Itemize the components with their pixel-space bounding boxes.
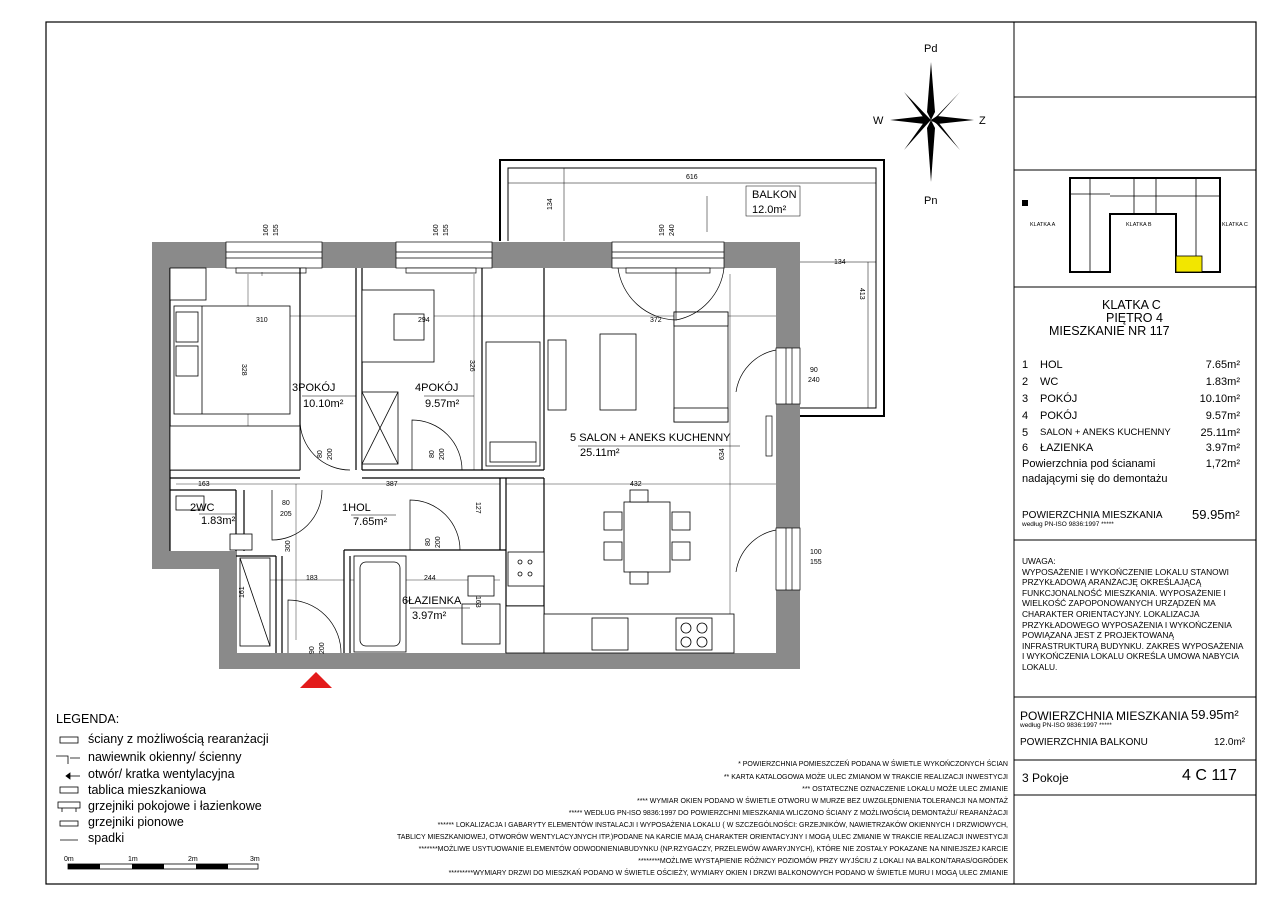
svg-text:190: 190 (659, 224, 666, 236)
svg-text:KLATKA C: KLATKA C (1222, 222, 1248, 228)
svg-text:372: 372 (650, 317, 662, 324)
key-plan (1022, 178, 1248, 272)
svg-text:155: 155 (443, 224, 450, 236)
footnote: *** OSTATECZNE OZNACZENIE LOKALU MOŻE ULEC ZMIANIE (802, 786, 1008, 793)
room-5-area: 25.11m² (580, 447, 620, 459)
balcony-name: BALKON (752, 189, 797, 201)
room-5-label: 5 SALON + ANEKS KUCHENNY (570, 432, 731, 444)
entrance-marker-icon (300, 672, 332, 688)
svg-text:KLATKA B: KLATKA B (1126, 222, 1152, 228)
room-4-label: 4POKÓJ (415, 382, 459, 394)
uwaga-notes: UWAGA: WYPOSAŻENIE I WYKOŃCZENIE LOKALU STANOWI PRZYKŁADOWĄ ARANŻACJĘ OKREŚLAJĄCĄ FUNKCJONALNOŚĆ MIESZKANIA. WYPOSAŻENIE I WIELKOŚĆ ZAPOPONOWANYCH URZĄDZEŃ MA CHARAKTER ORIENTACYJNY. LOKALIZACJA PRZYKŁADOWEGO WYPOSAŻENIA I WYKOŃCZENIA POWIĄZANA JEST Z PROJEKTOWANĄ INFRASTRUKTURĄ BUDYNKU. ZAKRES WYPOSAŻENIA I WYKOŃCZENIA LOKALU OKREŚLA UMOWA NABYCIA LOKALU. (1022, 556, 1244, 672)
room-2-area: 1.83m² (201, 515, 236, 527)
legend-title: LEGENDA: (56, 712, 120, 726)
footnote: ********MOŻLIWE WYSTĄPIENIE RÓŻNICY POZIOMÓW PRZY WYJŚCIU Z LOKALI NA BALKON/TARAS/OGRÓDEK (638, 858, 1008, 865)
compass-w: W (873, 115, 884, 127)
summary-balcony-value: 12.0m² (1214, 737, 1246, 748)
room-1-label: 1HOL (342, 502, 371, 514)
svg-text:616: 616 (686, 174, 698, 181)
total-area-value: 59.95m² (1192, 507, 1240, 522)
svg-text:160: 160 (263, 224, 270, 236)
svg-text:387: 387 (386, 481, 398, 488)
svg-text:294: 294 (418, 317, 430, 324)
svg-text:634: 634 (719, 448, 726, 460)
svg-text:310: 310 (256, 317, 268, 324)
summary-code: 4 C 117 (1182, 767, 1237, 784)
svg-text:200: 200 (319, 642, 326, 654)
legend-item: tablica mieszkaniowa (88, 783, 207, 797)
svg-text:127: 127 (474, 502, 481, 514)
summary-area-value: 59.95m² (1191, 707, 1239, 722)
svg-text:155: 155 (273, 224, 280, 236)
svg-text:80: 80 (282, 500, 290, 507)
room-2-label: 2WC (190, 502, 215, 514)
compass-e: Z (979, 115, 986, 127)
svg-text:134: 134 (547, 198, 554, 210)
svg-text:326: 326 (468, 360, 475, 372)
svg-text:300: 300 (285, 540, 292, 552)
title-pietro: PIĘTRO 4 (1106, 311, 1163, 325)
svg-text:328: 328 (240, 364, 247, 376)
footnote: ***** WEDŁUG PN-ISO 9836:1997 DO POWIERZCHNI MIESZKANIA WLICZONO ŚCIANY Z MOŻLIWOŚCIĄ DEMONTAŻU/ REARANŻACJI (568, 810, 1008, 817)
svg-text:3m: 3m (250, 856, 260, 863)
svg-text:161: 161 (239, 586, 246, 598)
svg-text:80: 80 (425, 538, 432, 546)
svg-text:163: 163 (198, 481, 210, 488)
legend-symbols (56, 737, 80, 840)
compass-rose-icon (873, 43, 986, 207)
svg-text:413: 413 (858, 288, 865, 300)
apartment-highlight (1176, 256, 1202, 272)
svg-text:90: 90 (309, 646, 316, 654)
footnote: ** KARTA KATALOGOWA MOŻE ULEC ZMIANOM W TRAKCIE REALIZACJI INWESTYCJI (723, 774, 1008, 781)
total-area-label: POWIERZCHNIA MIESZKANIA (1022, 510, 1163, 521)
svg-text:240: 240 (669, 224, 676, 236)
legend-item: nawiewnik okienny/ ścienny (88, 750, 242, 764)
footnote: *********WYMIARY DRZWI DO MIESZKAŃ PODANO W ŚWIETLE OŚCIEŻY, WYMIARY OKIEN I DRZWI BALKONOWYCH PODANO W ŚWIETLE MURU I MOGĄ ULEC ZMIANIE (448, 870, 1008, 877)
legend-item: grzejniki pokojowe i łazienkowe (88, 799, 262, 813)
legend-item: grzejniki pionowe (88, 815, 184, 829)
svg-text:1m: 1m (128, 856, 138, 863)
svg-text:160: 160 (433, 224, 440, 236)
svg-text:155: 155 (810, 559, 822, 566)
svg-text:183: 183 (306, 575, 318, 582)
footnote: TABLICY MIESZKANIOWEJ, OTWORÓW WENTYLACYJNYCH ITP.)PODANE NA KARCIE MAJĄ CHARAKTER ORIENTACYJNY I MOGĄ ULEC ZMIANIE W TRAKCIE REALIZACJI INWESTYCJI (396, 834, 1008, 841)
total-area-sub: według PN-ISO 9836:1997 ***** (1022, 521, 1114, 528)
summary-area-sub: według PN-ISO 9836:1997 ***** (1020, 722, 1112, 729)
svg-text:90: 90 (810, 367, 818, 374)
footnote: ****** LOKALIZACJA I GABARYTY ELEMENTÓW INSTALACJI I WYPOSAŻENIA LOKALU ( W SZCZEGÓLNOŚCI: GRZEJNIKÓW, NAWIETRZAKÓW OKIENNYCH I DRZWIOWYCH, (437, 822, 1008, 829)
svg-text:200: 200 (439, 448, 446, 460)
summary-balcony-label: POWIERZCHNIA BALKONU (1020, 737, 1148, 748)
compass-n: Pd (924, 43, 938, 55)
svg-text:205: 205 (280, 511, 292, 518)
legend-item: otwór/ kratka wentylacyjna (88, 767, 235, 781)
title-mieszkanie: MIESZKANIE NR 117 (1049, 324, 1170, 338)
svg-text:80: 80 (429, 450, 436, 458)
svg-text:240: 240 (808, 377, 820, 384)
compass-s: Pn (924, 195, 938, 207)
room-6-area: 3.97m² (412, 610, 447, 622)
svg-text:134: 134 (834, 259, 846, 266)
room-3-label: 3POKÓJ (292, 382, 336, 394)
room-6-label: 6ŁAZIENKA (402, 595, 462, 607)
svg-text:2m: 2m (188, 856, 198, 863)
footnote: * POWIERZCHNIA POMIESZCZEŃ PODANA W ŚWIETLE WYKOŃCZONYCH ŚCIAN (738, 761, 1008, 768)
room-1-area: 7.65m² (353, 516, 388, 528)
svg-text:80: 80 (317, 450, 324, 458)
summary-rooms: 3 Pokoje (1022, 771, 1069, 785)
svg-text:244: 244 (424, 575, 436, 582)
svg-text:0m: 0m (64, 856, 74, 863)
legend-item: ściany z możliwością rearanżacji (88, 732, 269, 746)
svg-text:200: 200 (435, 536, 442, 548)
footnote: **** WYMIAR OKIEN PODANO W ŚWIETLE OTWORU W MURZE BEZ UWZGLĘDNIENIA TOLERANCJI NA MONTAŻ (636, 798, 1008, 805)
title-klatka: KLATKA C (1102, 298, 1161, 312)
summary-area-label: POWIERZCHNIA MIESZKANIA (1020, 709, 1189, 723)
room-3-area: 10.10m² (303, 398, 344, 410)
legend-item: spadki (88, 831, 125, 845)
svg-text:100: 100 (810, 549, 822, 556)
footnote: *******MOŻLIWE USYTUOWANIE ELEMENTÓW ODWODNIENIABUDYNKU (NP.RZYGACZY, PRZELEWÓW AWARYJNYCH), KTÓRE NIE ZOSTAŁY POKAZANE NA NINIEJSZEJ KARCIE (418, 846, 1008, 853)
svg-text:KLATKA A: KLATKA A (1030, 222, 1056, 228)
room-4-area: 9.57m² (425, 398, 460, 410)
svg-text:200: 200 (327, 448, 334, 460)
svg-text:432: 432 (630, 481, 642, 488)
balcony-area: 12.0m² (752, 204, 787, 216)
svg-text:163: 163 (474, 596, 481, 608)
scale-bar (64, 856, 260, 869)
